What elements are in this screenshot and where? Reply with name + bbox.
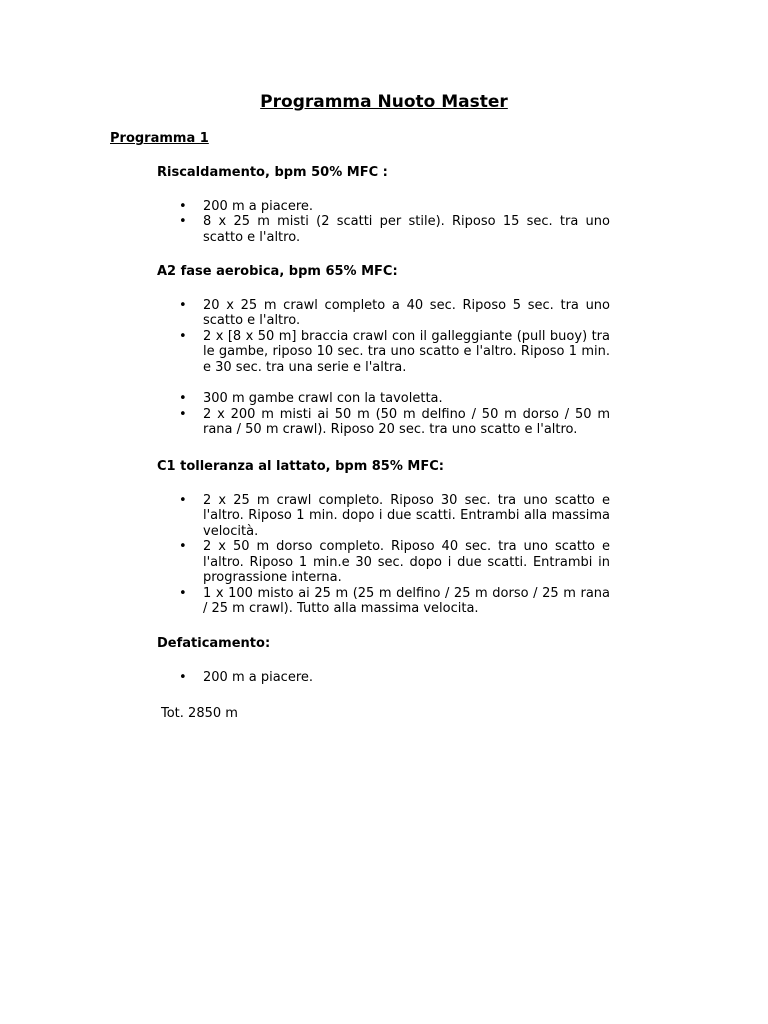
bullet-list bbox=[157, 391, 610, 438]
section-aerobic bbox=[157, 264, 610, 438]
bullet-list bbox=[157, 493, 610, 617]
list-item: • 300 m gambe crawl con la tavoletta. bbox=[157, 391, 610, 407]
list-item: • 8 x 25 m misti (2 scatti per stile). Riposo 15 sec. tra uno scatto e l'altro. bbox=[157, 214, 610, 245]
bullet-list bbox=[157, 670, 610, 686]
list-item: • 20 x 25 m crawl completo a 40 sec. Riposo 5 sec. tra uno scatto e l'altro. bbox=[157, 298, 610, 329]
total-distance: Tot. 2850 m bbox=[161, 706, 238, 721]
group-spacer bbox=[157, 375, 610, 391]
list-item: • 2 x [8 x 50 m] braccia crawl con il galleggiante (pull buoy) tra le gambe, riposo 10 sec. tra uno scatto e l'altro. Riposo 1 min. e 30 sec. tra una serie e l'altra. bbox=[157, 329, 610, 376]
list-item: • 1 x 100 misto ai 25 m (25 m delfino / 25 m dorso / 25 m rana / 25 m crawl). Tutto alla massima velocita. bbox=[157, 586, 610, 617]
section-lactate bbox=[157, 459, 610, 617]
list-item: • 2 x 25 m crawl completo. Riposo 30 sec. tra uno scatto e l'altro. Riposo 1 min. dopo i due scatti. Entrambi alla massima velocità. bbox=[157, 493, 610, 540]
bullet-list bbox=[157, 298, 610, 376]
program-heading: Programma 1 bbox=[110, 131, 209, 146]
list-item: • 2 x 50 m dorso completo. Riposo 40 sec. tra uno scatto e l'altro. Riposo 1 min.e 30 sec. dopo i due scatti. Entrambi in prograssione interna. bbox=[157, 539, 610, 586]
list-item: • 200 m a piacere. bbox=[157, 670, 610, 686]
section-heading: C1 tolleranza al lattato, bpm 85% MFC: bbox=[157, 459, 444, 474]
list-item: • 2 x 200 m misti ai 50 m (50 m delfino / 50 m dorso / 50 m rana / 50 m crawl). Riposo 20 sec. tra uno scatto e l'altro. bbox=[157, 407, 610, 438]
section-cooldown bbox=[157, 636, 610, 685]
document-title: Programma Nuoto Master bbox=[260, 92, 508, 112]
section-warmup bbox=[157, 165, 610, 245]
section-heading: A2 fase aerobica, bpm 65% MFC: bbox=[157, 264, 398, 279]
section-heading: Riscaldamento, bpm 50% MFC : bbox=[157, 165, 388, 180]
bullet-list bbox=[157, 199, 610, 246]
section-heading: Defaticamento: bbox=[157, 636, 271, 651]
list-item: • 200 m a piacere. bbox=[157, 199, 610, 215]
